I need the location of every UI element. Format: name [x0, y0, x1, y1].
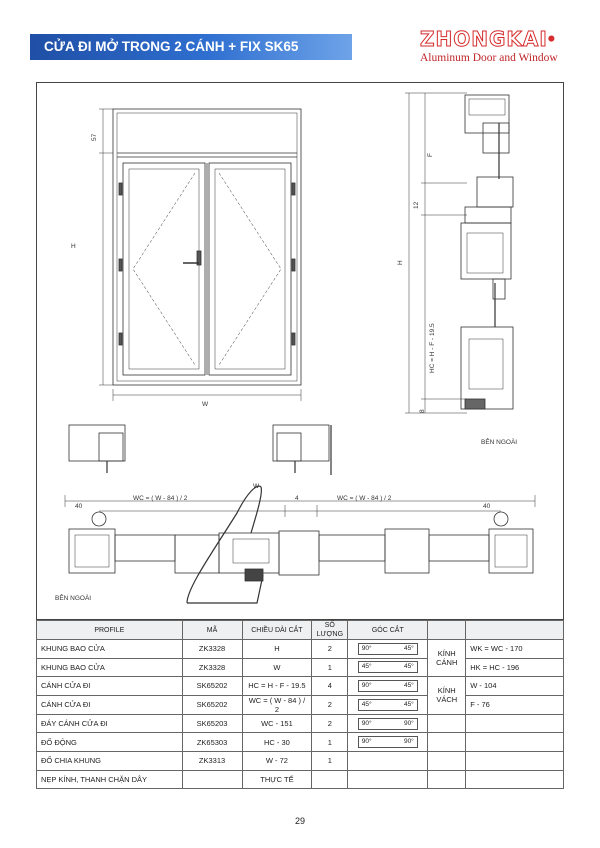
table-row: ĐÁY CÁNH CỬA ĐI SK65203 WC - 151 2 90° 90° — [37, 714, 564, 733]
col-angle: GÓC CẮT — [348, 621, 428, 640]
col-profile: PROFILE — [37, 621, 183, 640]
brand-logo — [420, 28, 570, 64]
logo-text: ZHONGKAI — [420, 27, 548, 51]
angle-indicator: 45° 45° — [358, 699, 418, 711]
dim-40-left-label: 40 — [75, 503, 83, 510]
kinh-vach-label: KÍNH VÁCH — [428, 677, 466, 715]
right-leaf — [209, 163, 291, 375]
left-leaf — [123, 163, 205, 375]
angle-indicator: 90° 90° — [358, 718, 418, 730]
outside-label-right: BÊN NGOÀI — [481, 439, 518, 446]
table-row: ĐỐ CHIA KHUNG ZK3313 W - 72 1 — [37, 751, 564, 770]
angle-indicator: 90° 45° — [358, 680, 418, 692]
dim-57-label: 57 — [91, 133, 98, 141]
dim-12-label: 12 — [413, 201, 420, 209]
table-row: KHUNG BAO CỬA ZK3328 W 1 45° 45° HK = HC - 196 — [37, 658, 564, 677]
dim-40-right-label: 40 — [483, 503, 491, 510]
table-row: NẸP KÍNH, THANH CHẶN DÂY THỰC TẾ — [37, 770, 564, 789]
col-length: CHIỀU DÀI CẮT — [242, 621, 312, 640]
page-title-banner — [30, 34, 352, 60]
table-row: CÁNH CỬA ĐI SK65202 HC = H - F - 19.5 4 90° 45° KÍNH VÁCH W - 104 — [37, 677, 564, 696]
table-row: ĐỐ ĐỘNG ZK65303 HC - 30 1 90° 90° — [37, 733, 564, 752]
cutting-spec-table — [36, 620, 564, 789]
drawing-svg — [37, 83, 565, 621]
page-title: CỬA ĐI MỞ TRONG 2 CÁNH + FIX SK65 — [44, 39, 299, 54]
dim-wc-left-label: WC = ( W - 84 ) / 2 — [133, 495, 188, 502]
dim-4-label: 4 — [295, 495, 299, 502]
dim-hc-label: HC = H - F - 19.5 — [429, 323, 436, 373]
dim-top-w-label: W — [253, 483, 260, 490]
angle-indicator: 45° 45° — [358, 661, 418, 673]
angle-indicator: 90° 90° — [358, 736, 418, 748]
col-qty: SỐ LƯỢNG — [312, 621, 348, 640]
dim-f-label: F — [427, 153, 434, 157]
table-row: KHUNG BAO CỬA ZK3328 H 2 90° 45° KÍNH CÁNH WK = WC - 170 — [37, 640, 564, 659]
dim-wc-right-label: WC = ( W - 84 ) / 2 — [337, 495, 392, 502]
col-code: MÃ — [182, 621, 242, 640]
technical-drawing — [36, 82, 564, 620]
logo-reg-mark: ® — [547, 35, 556, 43]
dim-w-label: W — [202, 401, 209, 408]
logo-subtitle: Aluminum Door and Window — [420, 52, 558, 64]
table-row: CÁNH CỬA ĐI SK65202 WC = ( W - 84 ) / 2 2 45° 45° F - 76 — [37, 695, 564, 714]
outside-label-left: BÊN NGOÀI — [55, 595, 92, 602]
dim-h-right-label: H — [397, 260, 404, 265]
dim-8-label: 8 — [419, 409, 426, 413]
kinh-canh-label: KÍNH CÁNH — [428, 640, 466, 677]
table-header-row — [37, 621, 564, 640]
dim-h-label: H — [71, 243, 76, 250]
page-number: 29 — [294, 816, 305, 826]
angle-indicator: 90° 45° — [358, 643, 418, 655]
